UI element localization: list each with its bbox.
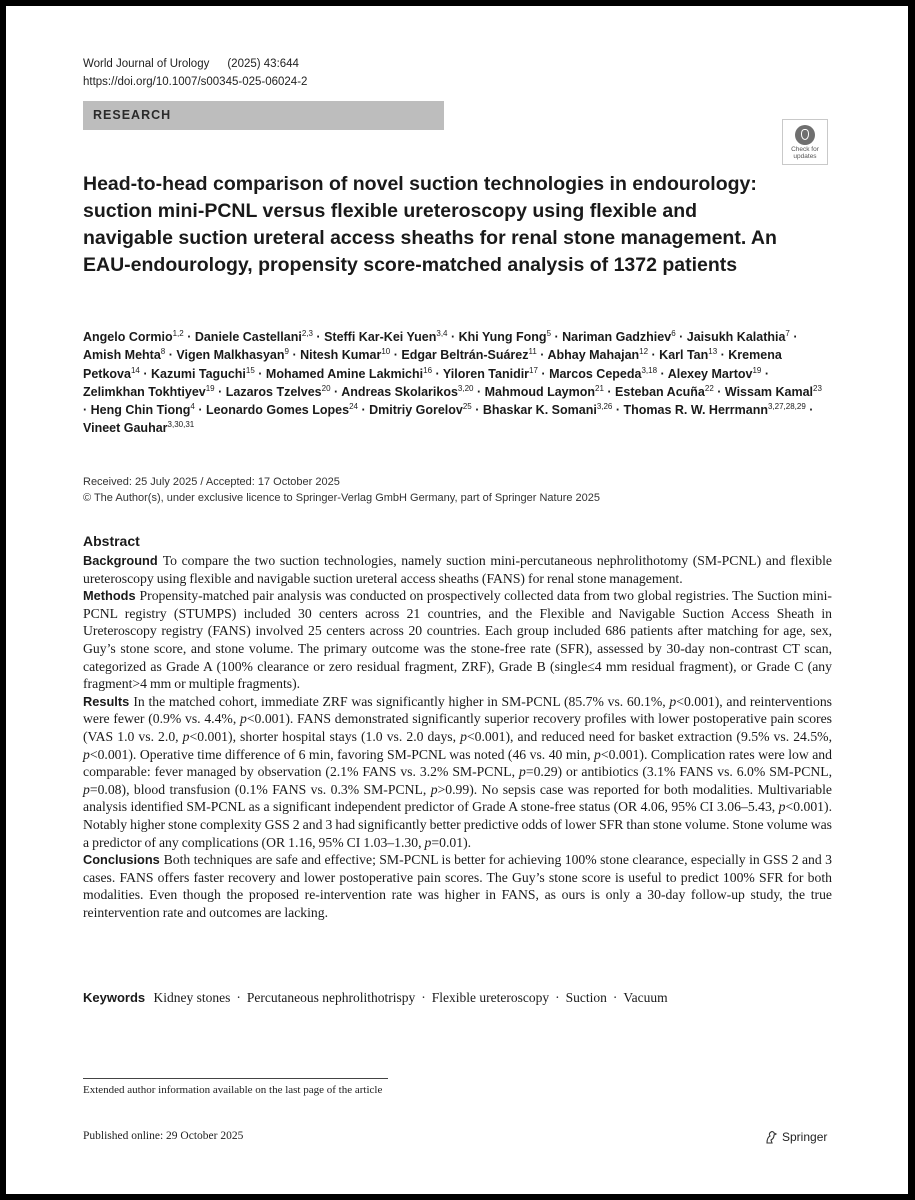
- author-separator: ·: [330, 384, 342, 399]
- author-affiliation: 24: [349, 402, 358, 412]
- author[interactable]: [176, 348, 289, 362]
- author-name: Nariman Gadzhiev: [562, 330, 672, 344]
- author-affiliation: 8: [160, 347, 166, 357]
- author-affiliation: 19: [752, 365, 762, 375]
- author-name: Dmitriy Gorelov: [369, 403, 463, 418]
- author-separator: ·: [717, 348, 729, 363]
- author-name: Leonardo Gomes Lopes: [205, 403, 350, 418]
- abstract-section-text: Propensity-matched pair analysis was conducted on prospectively collected data from two global registries. The Suction mini-PCNL registry (STUMPS) included 30 centers across 21 countries, and the Flexible and Navigable Suction Access Sheath in Ureteroscopy registry (FANS) involved 25 centers across 20 countries. Each group included 686 patients after matching for age, sex, Guy’s stone score, and stone volume. The primary outcome was the stone-free rate (SFR), assessed by 30-day non-contrast CT scan, categorized as Grade A (100% clearance or zero residual fragment, ZRF), Grade B (single≤4 mm residual fragment), or Grade C (any fragment>4 mm or multiple fragments).: [83, 588, 832, 692]
- badge-line1: Check for: [791, 146, 819, 153]
- author-name: Nitesh Kumar: [300, 348, 382, 363]
- publisher-name: Springer: [782, 1130, 828, 1144]
- author-affiliation: 4: [190, 402, 195, 412]
- author-name: Mohamed Amine Lakmichi: [265, 366, 424, 381]
- author-name: Angelo Cormio: [83, 330, 173, 344]
- keywords-label: Keywords: [83, 990, 146, 1005]
- author-name: Mahmoud Laymon: [484, 384, 596, 399]
- keyword[interactable]: Percutaneous nephrolithotrispy: [246, 990, 416, 1005]
- author-name: Daniele Castellani: [194, 330, 302, 344]
- author[interactable]: [226, 385, 331, 399]
- author-affiliation: 3,27,28,29: [767, 402, 806, 412]
- author[interactable]: [547, 348, 648, 362]
- author[interactable]: [266, 367, 432, 381]
- abstract-section-results: [83, 693, 832, 851]
- author-affiliation: 17: [529, 365, 538, 375]
- author-separator: ·: [612, 403, 624, 418]
- journal-name[interactable]: World Journal of Urology: [83, 58, 210, 70]
- author-affiliation: 10: [381, 347, 391, 357]
- author[interactable]: [483, 403, 613, 417]
- article-title: Head-to-head comparison of novel suction technologies in endourology: suction mini-PCNL versus flexible ureteroscopy using flexible and navigable suction ureteral access sheaths for renal stone management. An EAU-endourology, propensity score-matched analysis of 1372 patients: [83, 173, 777, 276]
- abstract-section-methods: [83, 587, 832, 693]
- keyword[interactable]: Flexible ureteroscopy: [431, 990, 550, 1005]
- author-name: Wissam Kamal: [724, 384, 814, 399]
- keyword[interactable]: Vacuum: [623, 990, 668, 1005]
- author-affiliation: 12: [639, 347, 649, 357]
- author-affiliation: 6: [671, 329, 676, 338]
- author-separator: ·: [471, 403, 483, 418]
- abstract-section-conclusions: [83, 851, 832, 921]
- abstract-section-text: Both techniques are safe and effective; SM-PCNL is better for achieving 100% stone clearance, especially in GSS 2 and 3 cases. FANS offers faster recovery and lower postoperative pain scores. The Guy’s stone score is useful to predict 100% SFR for both modalities. Even though the proposed re-intervention rate was higher in FANS, as ours is only a 30-day follow-up study, the true reintervention rate and outcomes are lacking.: [83, 852, 833, 920]
- author[interactable]: [83, 385, 215, 399]
- author-separator: ·: [536, 348, 548, 363]
- author-affiliation: 3,26: [596, 402, 613, 412]
- author-separator: ·: [537, 366, 550, 381]
- author-separator: ·: [194, 403, 206, 418]
- keyword[interactable]: Kidney stones: [153, 990, 231, 1005]
- abstract-heading: Abstract: [83, 533, 140, 549]
- author-affiliation: 3,30,31: [167, 420, 195, 430]
- author-separator: ·: [447, 330, 459, 344]
- author[interactable]: [725, 385, 822, 399]
- abstract-section-label: Background: [83, 553, 158, 568]
- author-name: Andreas Skolarikos: [341, 384, 458, 399]
- author[interactable]: [615, 385, 714, 399]
- author-separator: ·: [603, 384, 616, 399]
- author[interactable]: [369, 403, 472, 417]
- author-name: Vineet Gauhar: [83, 421, 168, 436]
- abstract-section-text: In the matched cohort, immediate ZRF was significantly higher in SM-PCNL (85.7% vs. 60.1%, p<0.001), and reinterventions were fewer (0.9% vs. 4.4%, p<0.001). FANS demonstrated significantly superior recovery profiles with lower postoperative pain scores (VAS 1.0 vs. 2.0, p<0.001), shorter hospital stays (1.0 vs. 2.0 days, p<0.001), and reduced need for basket extraction (9.5% vs. 24.5%, p<0.001). Operative time difference of 6 min, favoring SM-PCNL was noted (46 vs. 40 min, p<0.001). Complication rates were low and comparable: fever managed by observation (2.1% FANS vs. 3.2% SM-PCNL, p=0.29) or antibiotics (3.1% FANS vs. 6.0% SM-PCNL, p=0.08), blood transfusion (0.1% FANS vs. 0.3% SM-PCNL, p>0.99). No sepsis case was reported for both modalities. Multivariable analysis identified SM-PCNL as a significant independent predictor of Grade A stone-free status (OR 4.06, 95% CI 3.06–5.43, p<0.001). Notably higher stone complexity GSS 2 and 3 had significantly better predictive odds of lower SFR than stone volume. Stone volume was a predictor of any complications (OR 1.16, 95% CI 1.03–1.30, p=0.01).: [83, 693, 833, 850]
- author[interactable]: [83, 421, 194, 435]
- author-affiliation: 20: [321, 383, 331, 393]
- keyword-separator: ·: [236, 990, 241, 1005]
- author-name: Jaisukh Kalathia: [686, 330, 786, 344]
- published-date: Published online: 29 October 2025: [83, 1130, 244, 1142]
- author-affiliation: 22: [704, 383, 714, 393]
- author-affiliation: 5: [546, 329, 552, 338]
- author[interactable]: [659, 348, 717, 362]
- author-name: Vigen Malkhasyan: [176, 348, 285, 363]
- author-name: Heng Chin Tiong: [90, 403, 191, 418]
- author-separator: ·: [432, 366, 443, 381]
- author[interactable]: [624, 403, 806, 417]
- author[interactable]: [562, 330, 676, 344]
- author-name: Alexey Martov: [667, 366, 753, 381]
- article-page: [6, 6, 908, 1194]
- author[interactable]: [485, 385, 604, 399]
- author-name: Kremena Petkova: [83, 348, 782, 381]
- received-accepted-dates: Received: 25 July 2025 / Accepted: 17 October 2025: [83, 476, 340, 488]
- keyword-separator: ·: [612, 990, 618, 1005]
- author-separator: ·: [288, 348, 301, 363]
- author[interactable]: [687, 330, 790, 344]
- author-name: Edgar Beltrán-Suárez: [401, 348, 529, 363]
- publisher-logo: [764, 1130, 827, 1144]
- author-separator: ·: [675, 330, 687, 344]
- crossmark-icon: [795, 125, 815, 145]
- author[interactable]: [324, 330, 447, 344]
- keyword-separator: ·: [555, 990, 560, 1005]
- author-affiliation: 13: [708, 347, 718, 357]
- author-affiliation: 1,2: [172, 329, 184, 338]
- author-name: Khi Yung Fong: [458, 330, 547, 344]
- author-affiliation: 11: [528, 347, 537, 357]
- keywords: [83, 990, 843, 1006]
- author-separator: ·: [139, 366, 151, 381]
- author[interactable]: [549, 367, 657, 381]
- author-separator: ·: [761, 366, 770, 381]
- abstract-section-label: Methods: [83, 588, 136, 604]
- author-separator: ·: [183, 330, 195, 344]
- author-separator: ·: [805, 403, 814, 418]
- author-separator: ·: [357, 403, 370, 418]
- badge-line2: updates: [793, 153, 817, 160]
- author-affiliation: 7: [785, 329, 790, 338]
- author-separator: ·: [657, 366, 668, 381]
- author-affiliation: 14: [130, 365, 140, 375]
- footnote-rule: [83, 1078, 388, 1079]
- abstract-section-background: [83, 552, 832, 587]
- author-affiliation: 15: [245, 365, 255, 375]
- copyright-notice: © The Author(s), under exclusive licence to Springer-Verlag GmbH Germany, part of Springer Nature 2025: [83, 492, 600, 504]
- springer-horse-icon: [764, 1130, 778, 1144]
- author[interactable]: [83, 348, 165, 362]
- author[interactable]: [459, 330, 551, 344]
- author[interactable]: [401, 348, 536, 362]
- author-separator: ·: [312, 330, 325, 344]
- author-list: [83, 328, 823, 438]
- author-separator: ·: [165, 348, 177, 363]
- author[interactable]: [151, 367, 255, 381]
- author-separator: ·: [254, 366, 266, 381]
- author-affiliation: 3,18: [641, 365, 658, 375]
- footnote-author-info: Extended author information available on the last page of the article: [83, 1084, 383, 1096]
- author[interactable]: [195, 330, 313, 344]
- section-label: RESEARCH: [83, 101, 444, 130]
- journal-citation: [83, 58, 299, 70]
- author[interactable]: [300, 348, 390, 362]
- author-affiliation: 16: [423, 365, 433, 375]
- author-name: Abhay Mahajan: [547, 348, 640, 363]
- abstract-section-text: To compare the two suction technologies, namely suction mini-percutaneous nephrolithotomy (SM-PCNL) and flexible ureteroscopy using flexible and navigable suction ureteral access sheaths (FANS) for renal stone management.: [83, 553, 833, 586]
- author-name: Marcos Cepeda: [549, 366, 642, 381]
- author[interactable]: [83, 330, 184, 344]
- author-affiliation: 2,3: [301, 329, 313, 338]
- author-name: Kazumi Taguchi: [150, 366, 246, 381]
- author-name: Bhaskar K. Somani: [482, 403, 597, 418]
- author[interactable]: [341, 385, 473, 399]
- abstract-section-label: Results: [83, 693, 130, 709]
- author-separator: ·: [214, 384, 226, 399]
- author-affiliation: 25: [462, 402, 472, 412]
- author-separator: ·: [551, 330, 563, 344]
- author-affiliation: 19: [205, 383, 215, 393]
- author-affiliation: 23: [813, 383, 822, 393]
- author-name: Steffi Kar-Kei Yuen: [324, 330, 437, 344]
- journal-volume: (2025) 43:644: [227, 58, 299, 70]
- check-for-updates-badge[interactable]: [782, 119, 828, 165]
- author-affiliation: 21: [595, 383, 604, 393]
- author-separator: ·: [390, 348, 402, 363]
- keyword[interactable]: Suction: [565, 990, 607, 1005]
- author-separator: ·: [713, 384, 725, 399]
- keyword-separator: ·: [421, 990, 426, 1005]
- author[interactable]: [443, 367, 538, 381]
- author-name: Zelimkhan Tokhtiyev: [83, 384, 206, 399]
- author-name: Yiloren Tanidir: [442, 366, 530, 381]
- author-name: Amish Mehta: [83, 348, 161, 363]
- author[interactable]: [668, 367, 762, 381]
- author-affiliation: 3,20: [457, 383, 474, 393]
- doi-link[interactable]: https://doi.org/10.1007/s00345-025-06024-2: [83, 76, 308, 88]
- author-name: Thomas R. W. Herrmann: [623, 403, 768, 418]
- author-separator: ·: [473, 384, 485, 399]
- author[interactable]: [206, 403, 358, 417]
- author-name: Esteban Acuña: [615, 384, 705, 399]
- author-separator: ·: [83, 403, 91, 418]
- author[interactable]: [91, 403, 195, 417]
- author-name: Karl Tan: [659, 348, 709, 363]
- abstract-body: [83, 552, 832, 921]
- author-affiliation: 9: [284, 347, 289, 357]
- author-name: Lazaros Tzelves: [225, 384, 322, 399]
- author-separator: ·: [648, 348, 660, 363]
- author-separator: ·: [789, 330, 798, 344]
- author-affiliation: 3,4: [436, 329, 448, 338]
- abstract-section-label: Conclusions: [83, 852, 160, 868]
